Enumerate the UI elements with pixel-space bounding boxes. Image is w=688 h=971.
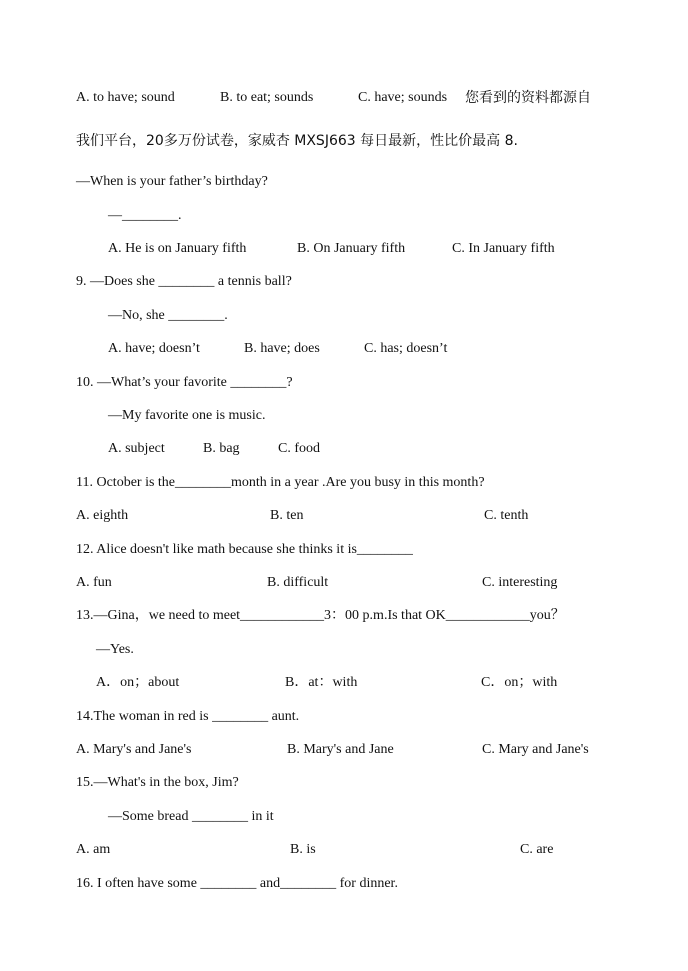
option-c: C．on；with (481, 675, 558, 690)
question-text: 10. —What’s your favorite ________? (76, 375, 293, 390)
answer-text: —No, she ________. (108, 308, 228, 323)
option-a: A. am (76, 842, 111, 857)
option-a: A. subject (108, 441, 165, 456)
question-text: —When is your father’s birthday? (76, 174, 268, 189)
answer-text: —________. (108, 208, 182, 223)
question-text: 14.The woman in red is ________ aunt. (76, 709, 300, 724)
option-b: B. On January fifth (297, 241, 406, 256)
option-a: A. He is on January fifth (108, 241, 247, 256)
option-a: A. to have; sound (76, 90, 175, 105)
option-c: C. Mary and Jane's (482, 742, 589, 757)
option-a: A. Mary's and Jane's (76, 742, 192, 757)
answer-text: —Yes. (96, 642, 134, 657)
option-c: C. interesting (482, 575, 558, 590)
option-b: B. ten (270, 508, 304, 523)
option-c: C. In January fifth (452, 241, 555, 256)
option-b: B. is (290, 842, 316, 857)
option-c: C. are (520, 842, 554, 857)
option-c: C. have; sounds (358, 90, 448, 105)
promo-text: 您看到的资料都源自 (465, 90, 591, 106)
option-b: B. have; does (244, 341, 320, 356)
option-c: C. food (278, 441, 320, 456)
question-text: 12. Alice doesn't like math because she thinks it is________ (76, 542, 413, 557)
question-text: 9. —Does she ________ a tennis ball? (76, 274, 292, 289)
option-a: A. have; doesn’t (108, 341, 200, 356)
option-b: B. Mary's and Jane (287, 742, 394, 757)
option-b: B. difficult (267, 575, 329, 590)
option-a: A. fun (76, 575, 112, 590)
option-c: C. has; doesn’t (364, 341, 448, 356)
option-b: B. to eat; sounds (220, 90, 314, 105)
promo-text: 我们平台，20多万份试卷，家威杏 MXSJ663 每日最新，性比价最高 8. (76, 133, 518, 149)
option-a: A. eighth (76, 508, 129, 523)
option-b: B．at：with (285, 675, 358, 690)
question-text: 16. I often have some ________ and________ for dinner. (76, 876, 398, 891)
option-c: C. tenth (484, 508, 529, 523)
answer-text: —Some bread ________ in it (108, 809, 274, 824)
question-text: 13.—Gina，we need to meet____________3：00 p.m.Is that OK____________you？ (76, 608, 565, 623)
question-text: 11. October is the________month in a year .Are you busy in this month? (76, 475, 485, 490)
question-text: 15.—What's in the box, Jim? (76, 775, 239, 790)
option-a: A．on；about (96, 675, 180, 690)
answer-text: —My favorite one is music. (108, 408, 266, 423)
option-b: B. bag (203, 441, 240, 456)
